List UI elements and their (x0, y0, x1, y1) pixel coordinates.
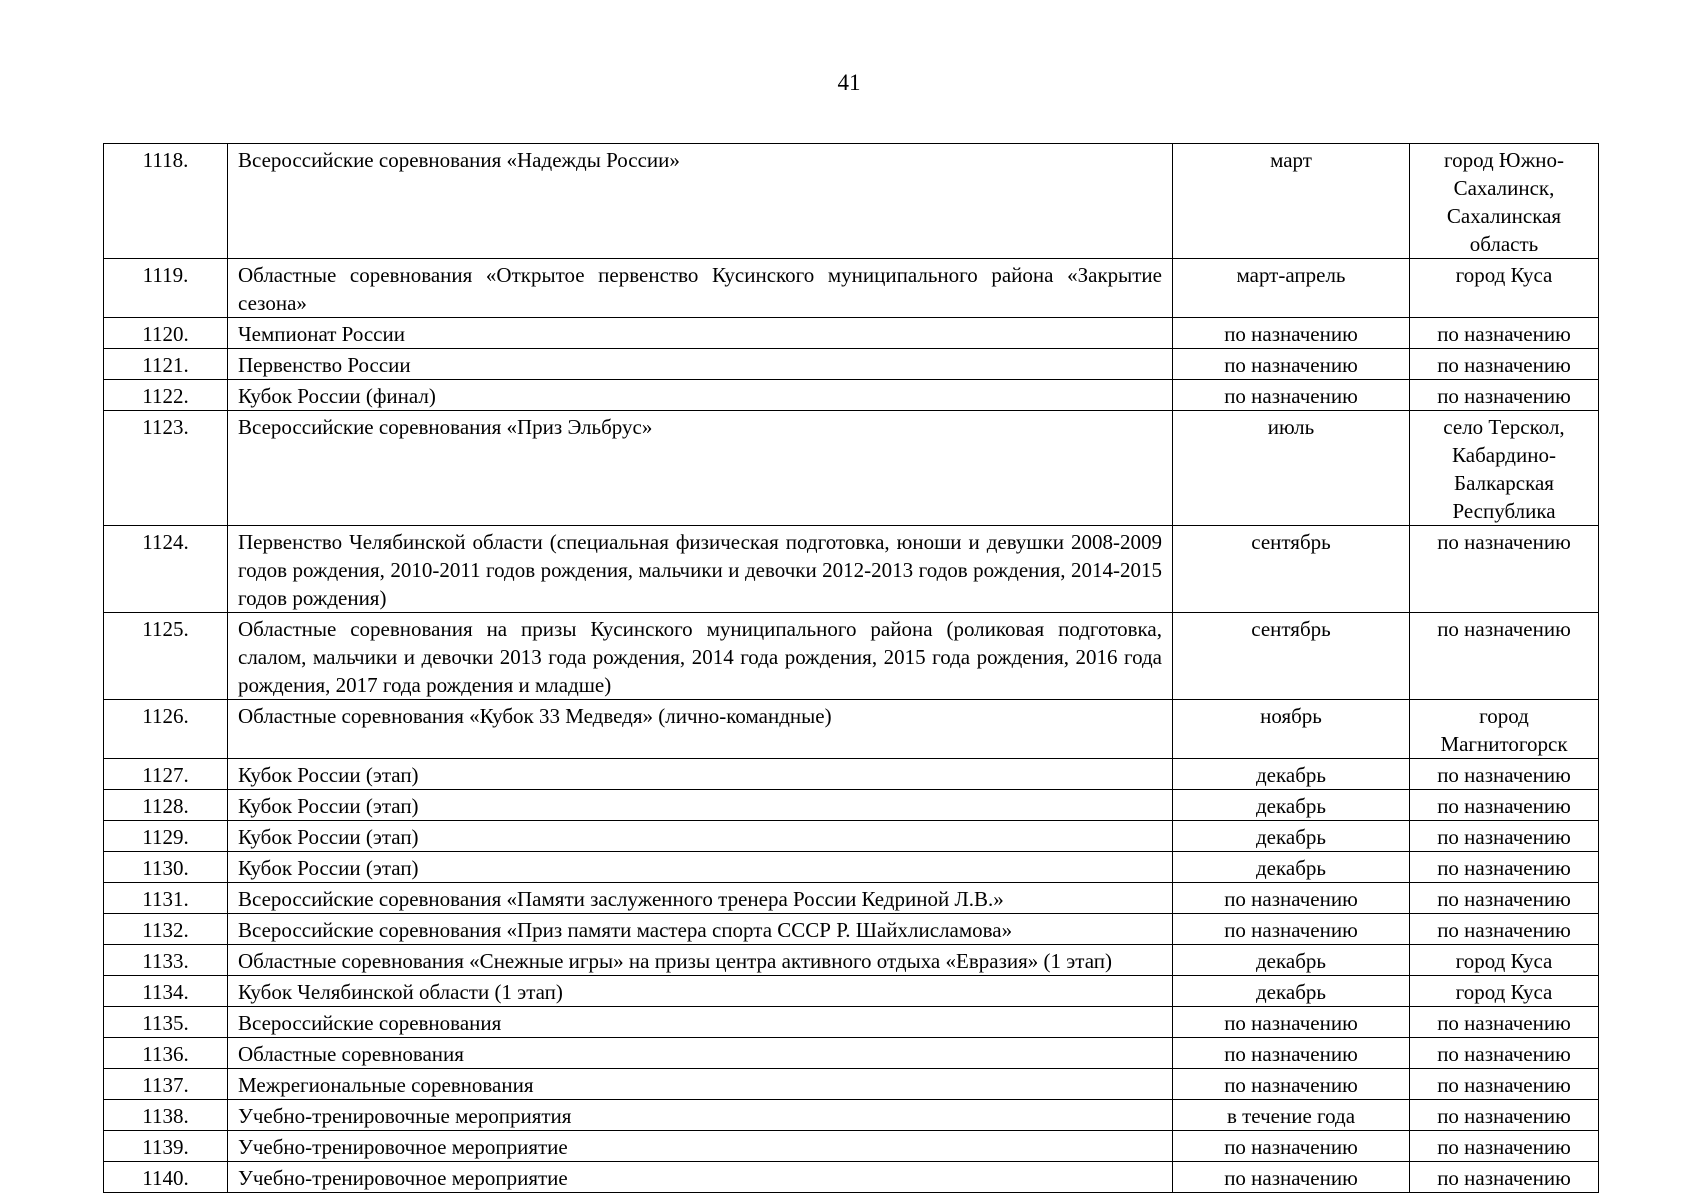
event-place: по назначению (1410, 349, 1599, 380)
event-name: Кубок России (финал) (228, 380, 1173, 411)
table-row (104, 526, 1599, 613)
event-date: март (1173, 144, 1410, 259)
event-name: Кубок России (этап) (228, 852, 1173, 883)
row-number: 1136. (104, 1038, 228, 1069)
event-place: по назначению (1410, 318, 1599, 349)
event-place: по назначению (1410, 883, 1599, 914)
event-date: по назначению (1173, 1131, 1410, 1162)
event-name: Учебно-тренировочные мероприятия (228, 1100, 1173, 1131)
event-place: по назначению (1410, 759, 1599, 790)
event-date: декабрь (1173, 759, 1410, 790)
table-row (104, 349, 1599, 380)
event-date: декабрь (1173, 821, 1410, 852)
row-number: 1124. (104, 526, 228, 613)
row-number: 1130. (104, 852, 228, 883)
event-date: июль (1173, 411, 1410, 526)
event-place: по назначению (1410, 790, 1599, 821)
row-number: 1120. (104, 318, 228, 349)
table-row (104, 976, 1599, 1007)
table-row (104, 790, 1599, 821)
row-number: 1123. (104, 411, 228, 526)
event-name: Областные соревнования «Кубок 33 Медведя» (лично-командные) (228, 700, 1173, 759)
event-date: декабрь (1173, 852, 1410, 883)
row-number: 1135. (104, 1007, 228, 1038)
event-date: по назначению (1173, 1162, 1410, 1193)
event-place: по назначению (1410, 1100, 1599, 1131)
event-date: декабрь (1173, 790, 1410, 821)
row-number: 1133. (104, 945, 228, 976)
row-number: 1125. (104, 613, 228, 700)
event-date: в течение года (1173, 1100, 1410, 1131)
event-date: по назначению (1173, 380, 1410, 411)
event-place: по назначению (1410, 1038, 1599, 1069)
event-name: Областные соревнования (228, 1038, 1173, 1069)
event-date: по назначению (1173, 349, 1410, 380)
event-date: по назначению (1173, 1007, 1410, 1038)
event-place: по назначению (1410, 821, 1599, 852)
event-name: Всероссийские соревнования «Приз памяти мастера спорта СССР Р. Шайхлисламова» (228, 914, 1173, 945)
row-number: 1126. (104, 700, 228, 759)
event-date: по назначению (1173, 1038, 1410, 1069)
table-row (104, 1007, 1599, 1038)
event-name: Всероссийские соревнования «Памяти заслуженного тренера России Кедриной Л.В.» (228, 883, 1173, 914)
row-number: 1132. (104, 914, 228, 945)
event-date: март-апрель (1173, 259, 1410, 318)
table-row (104, 759, 1599, 790)
table-row (104, 1100, 1599, 1131)
table-row (104, 380, 1599, 411)
row-number: 1118. (104, 144, 228, 259)
event-name: Областные соревнования «Снежные игры» на призы центра активного отдыха «Евразия» (1 этап) (228, 945, 1173, 976)
table-row (104, 259, 1599, 318)
row-number: 1119. (104, 259, 228, 318)
table-row (104, 411, 1599, 526)
event-date: по назначению (1173, 1069, 1410, 1100)
table-row (104, 318, 1599, 349)
event-date: по назначению (1173, 914, 1410, 945)
event-name: Чемпионат России (228, 318, 1173, 349)
event-date: по назначению (1173, 318, 1410, 349)
events-table (103, 143, 1599, 1193)
table-row (104, 852, 1599, 883)
event-date: декабрь (1173, 976, 1410, 1007)
event-place: по назначению (1410, 1131, 1599, 1162)
page-number: 41 (837, 70, 861, 95)
row-number: 1134. (104, 976, 228, 1007)
event-place: по назначению (1410, 526, 1599, 613)
event-place: по назначению (1410, 852, 1599, 883)
row-number: 1127. (104, 759, 228, 790)
row-number: 1140. (104, 1162, 228, 1193)
event-name: Межрегиональные соревнования (228, 1069, 1173, 1100)
event-place: город Куса (1410, 259, 1599, 318)
table-row (104, 883, 1599, 914)
table-row (104, 1038, 1599, 1069)
table-row (104, 144, 1599, 259)
event-name: Кубок России (этап) (228, 759, 1173, 790)
event-name: Учебно-тренировочное мероприятие (228, 1131, 1173, 1162)
table-row (104, 821, 1599, 852)
event-name: Кубок России (этап) (228, 790, 1173, 821)
table-row (104, 1069, 1599, 1100)
row-number: 1137. (104, 1069, 228, 1100)
event-name: Кубок России (этап) (228, 821, 1173, 852)
table-row (104, 945, 1599, 976)
row-number: 1138. (104, 1100, 228, 1131)
row-number: 1121. (104, 349, 228, 380)
event-place: село Терскол, Кабардино-Балкарская Республика (1410, 411, 1599, 526)
event-place: по назначению (1410, 1007, 1599, 1038)
event-date: ноябрь (1173, 700, 1410, 759)
event-date: сентябрь (1173, 526, 1410, 613)
event-date: по назначению (1173, 883, 1410, 914)
table-row (104, 1131, 1599, 1162)
event-name: Учебно-тренировочное мероприятие (228, 1162, 1173, 1193)
row-number: 1128. (104, 790, 228, 821)
event-place: по назначению (1410, 380, 1599, 411)
event-name: Всероссийские соревнования «Надежды России» (228, 144, 1173, 259)
event-place: город Южно-Сахалинск, Сахалинская область (1410, 144, 1599, 259)
event-place: по назначению (1410, 1069, 1599, 1100)
event-place: по назначению (1410, 613, 1599, 700)
row-number: 1122. (104, 380, 228, 411)
events-table-body (104, 144, 1599, 1193)
event-place: по назначению (1410, 914, 1599, 945)
event-date: декабрь (1173, 945, 1410, 976)
row-number: 1129. (104, 821, 228, 852)
event-place: по назначению (1410, 1162, 1599, 1193)
row-number: 1139. (104, 1131, 228, 1162)
table-row (104, 1162, 1599, 1193)
row-number: 1131. (104, 883, 228, 914)
table-row (104, 914, 1599, 945)
event-date: сентябрь (1173, 613, 1410, 700)
event-name: Первенство России (228, 349, 1173, 380)
event-place: город Куса (1410, 976, 1599, 1007)
event-name: Первенство Челябинской области (специальная физическая подготовка, юноши и девушки 2008-2009 годов рождения, 2010-2011 годов рождения, мальчики и девочки 2012-2013 годов рождения, 2014-2015 годов рождения) (228, 526, 1173, 613)
event-name: Областные соревнования на призы Кусинского муниципального района (роликовая подготовка, слалом, мальчики и девочки 2013 года рождения, 2014 года рождения, 2015 года рождения, 2016 года рождения, 2017 года рождения и младше) (228, 613, 1173, 700)
event-name: Всероссийские соревнования (228, 1007, 1173, 1038)
table-row (104, 613, 1599, 700)
table-row (104, 700, 1599, 759)
event-name: Всероссийские соревнования «Приз Эльбрус» (228, 411, 1173, 526)
event-name: Областные соревнования «Открытое первенство Кусинского муниципального района «Закрытие сезона» (228, 259, 1173, 318)
event-name: Кубок Челябинской области (1 этап) (228, 976, 1173, 1007)
event-place: город Куса (1410, 945, 1599, 976)
event-place: город Магнитогорск (1410, 700, 1599, 759)
